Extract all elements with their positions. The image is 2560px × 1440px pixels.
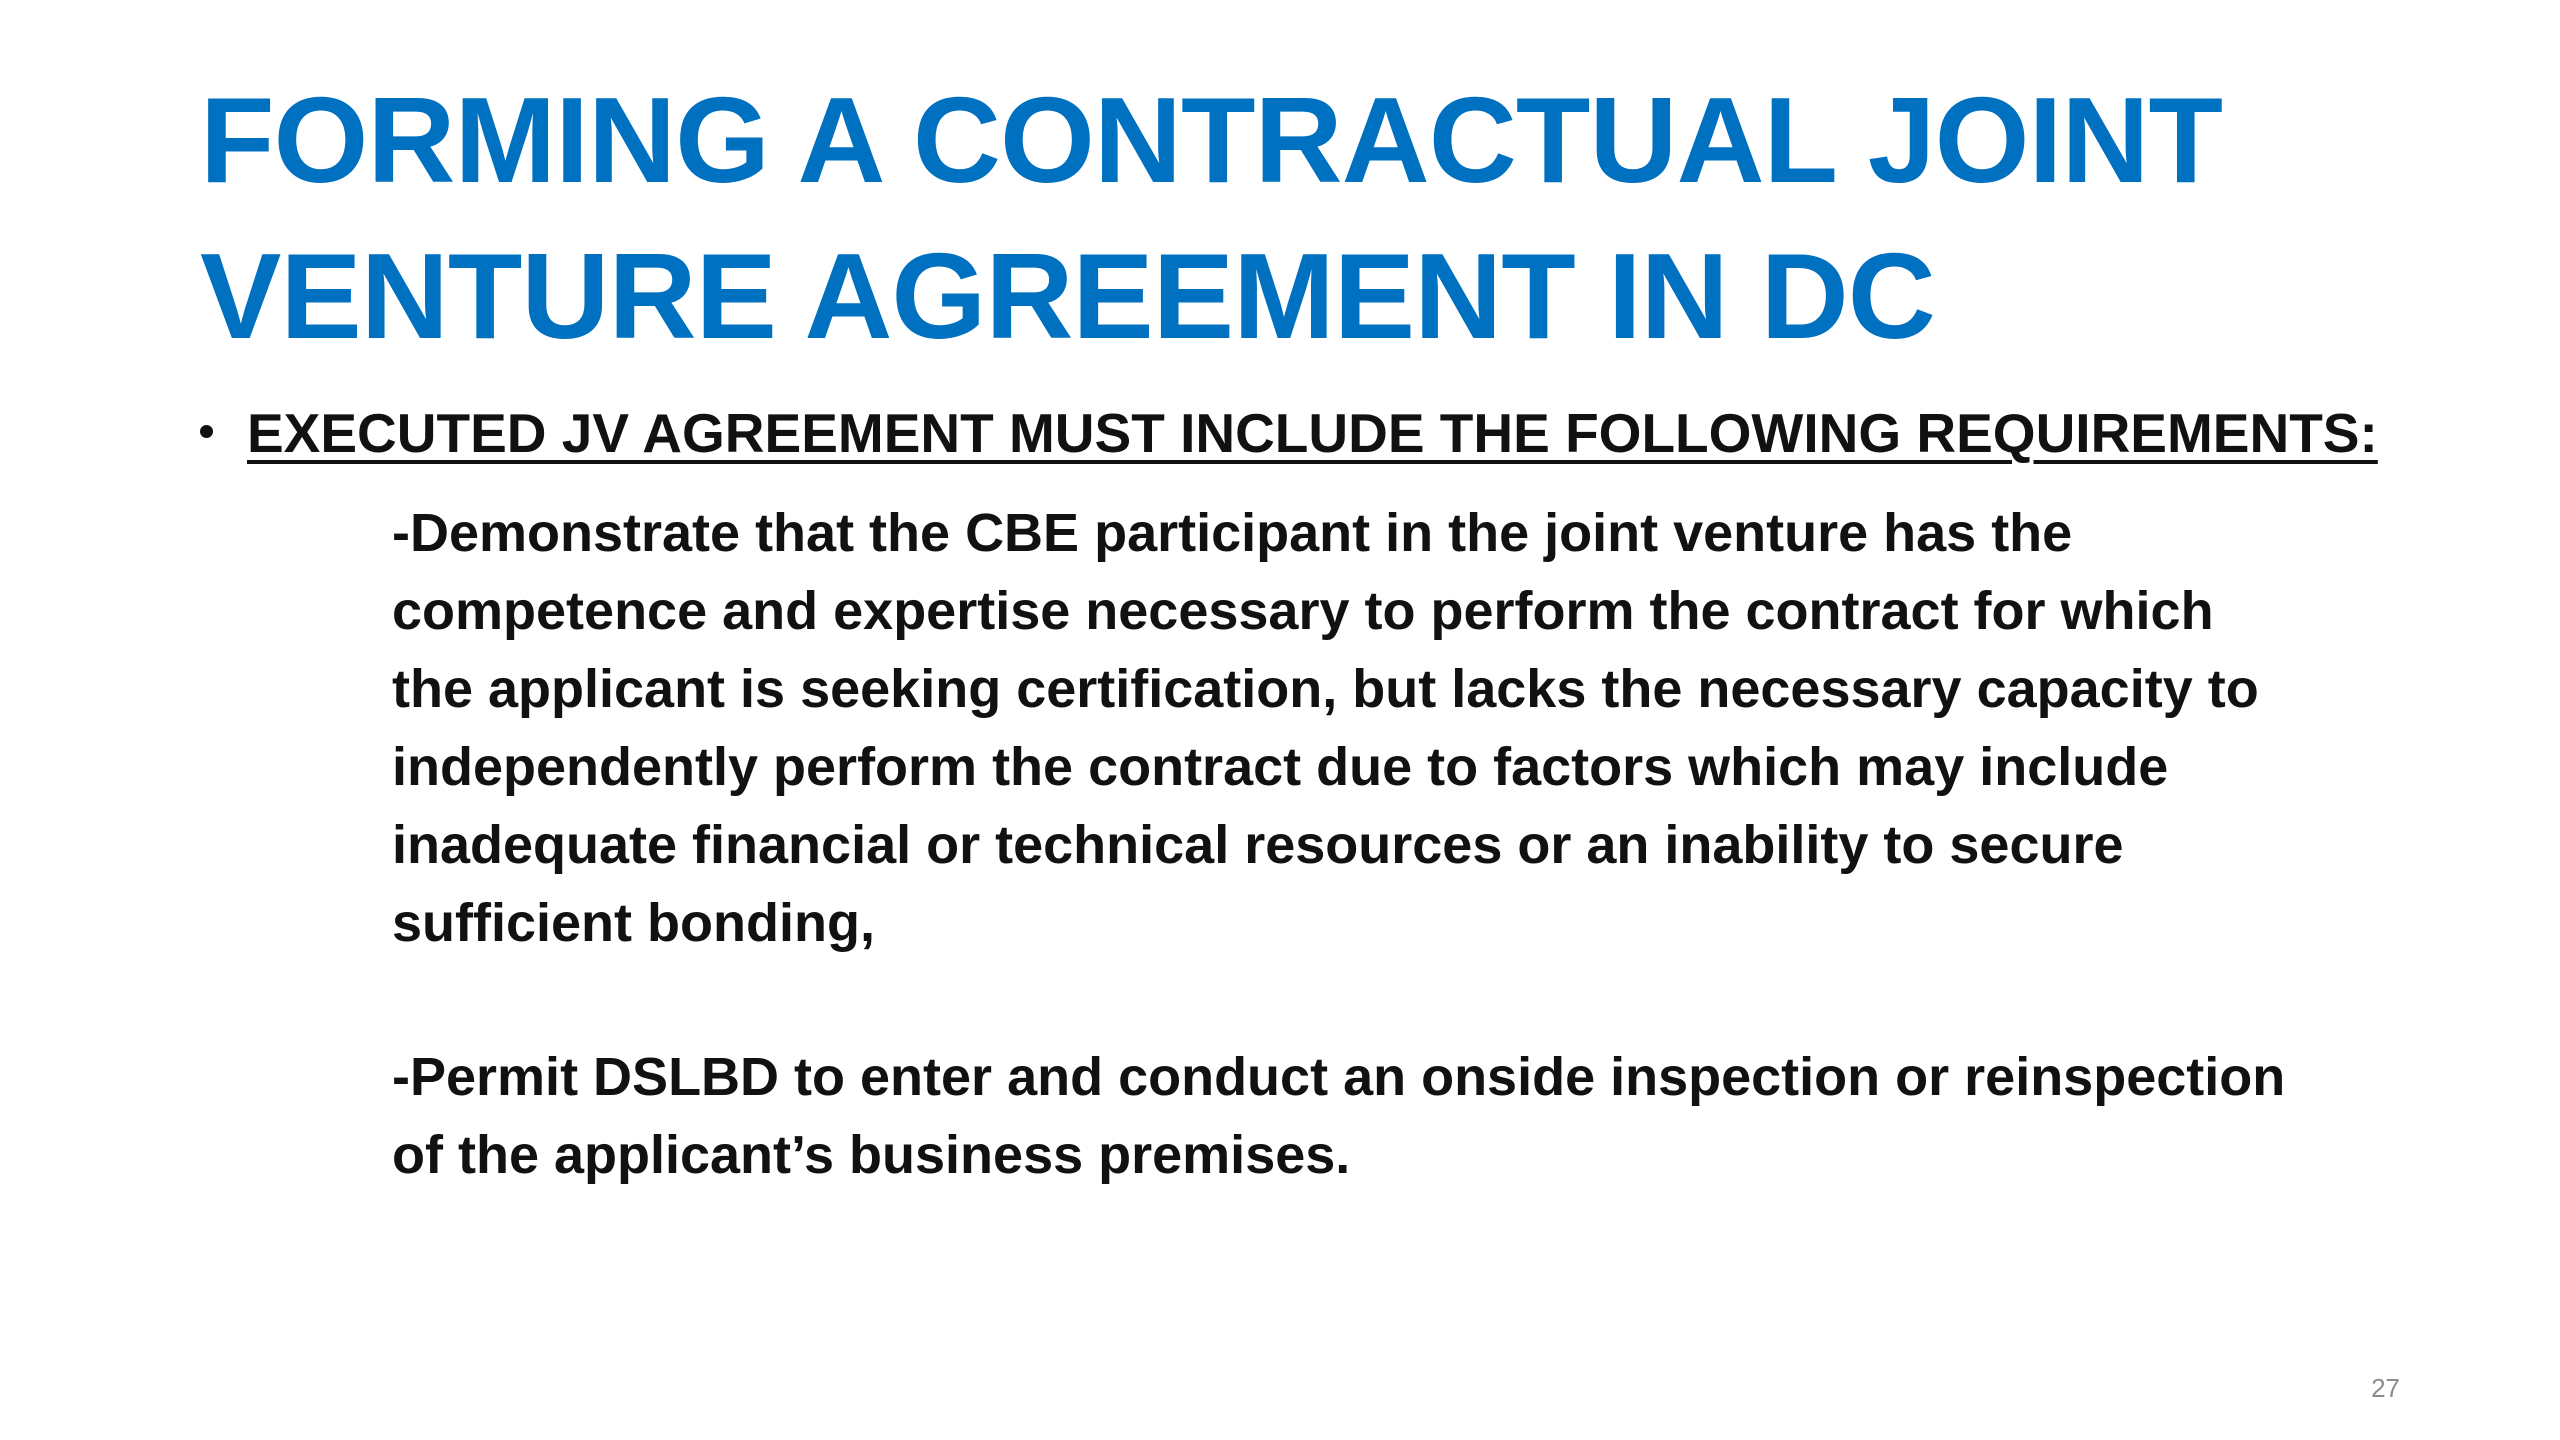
paragraph-line: of the applicant’s business premises. — [392, 1125, 1351, 1185]
bullet-item — [200, 398, 2378, 468]
paragraph-line: inadequate financial or technical resources or an inability to secure — [392, 815, 2124, 875]
paragraph-line: competence and expertise necessary to perform the contract for which — [392, 581, 2214, 641]
slide-title — [200, 62, 2400, 374]
page-number: 27 — [2371, 1373, 2400, 1403]
paragraph-line: independently perform the contract due to factors which may include — [392, 737, 2169, 797]
bullet-heading: EXECUTED JV AGREEMENT MUST INCLUDE THE FOLLOWING REQUIREMENTS: — [247, 402, 2378, 464]
requirement-paragraph-2 — [392, 1038, 2412, 1194]
paragraph-line: the applicant is seeking certification, but lacks the necessary capacity to — [392, 659, 2259, 719]
bullet-dot-icon — [200, 425, 213, 438]
paragraph-line: -Demonstrate that the CBE participant in the joint venture has the — [392, 503, 2073, 563]
paragraph-line: -Permit DSLBD to enter and conduct an onside inspection or reinspection — [392, 1047, 2286, 1107]
title-line: VENTURE AGREEMENT IN DC — [200, 228, 1935, 364]
title-line: FORMING A CONTRACTUAL JOINT — [200, 72, 2223, 208]
paragraph-line: sufficient bonding, — [392, 893, 875, 953]
requirement-paragraph-1 — [392, 494, 2412, 962]
